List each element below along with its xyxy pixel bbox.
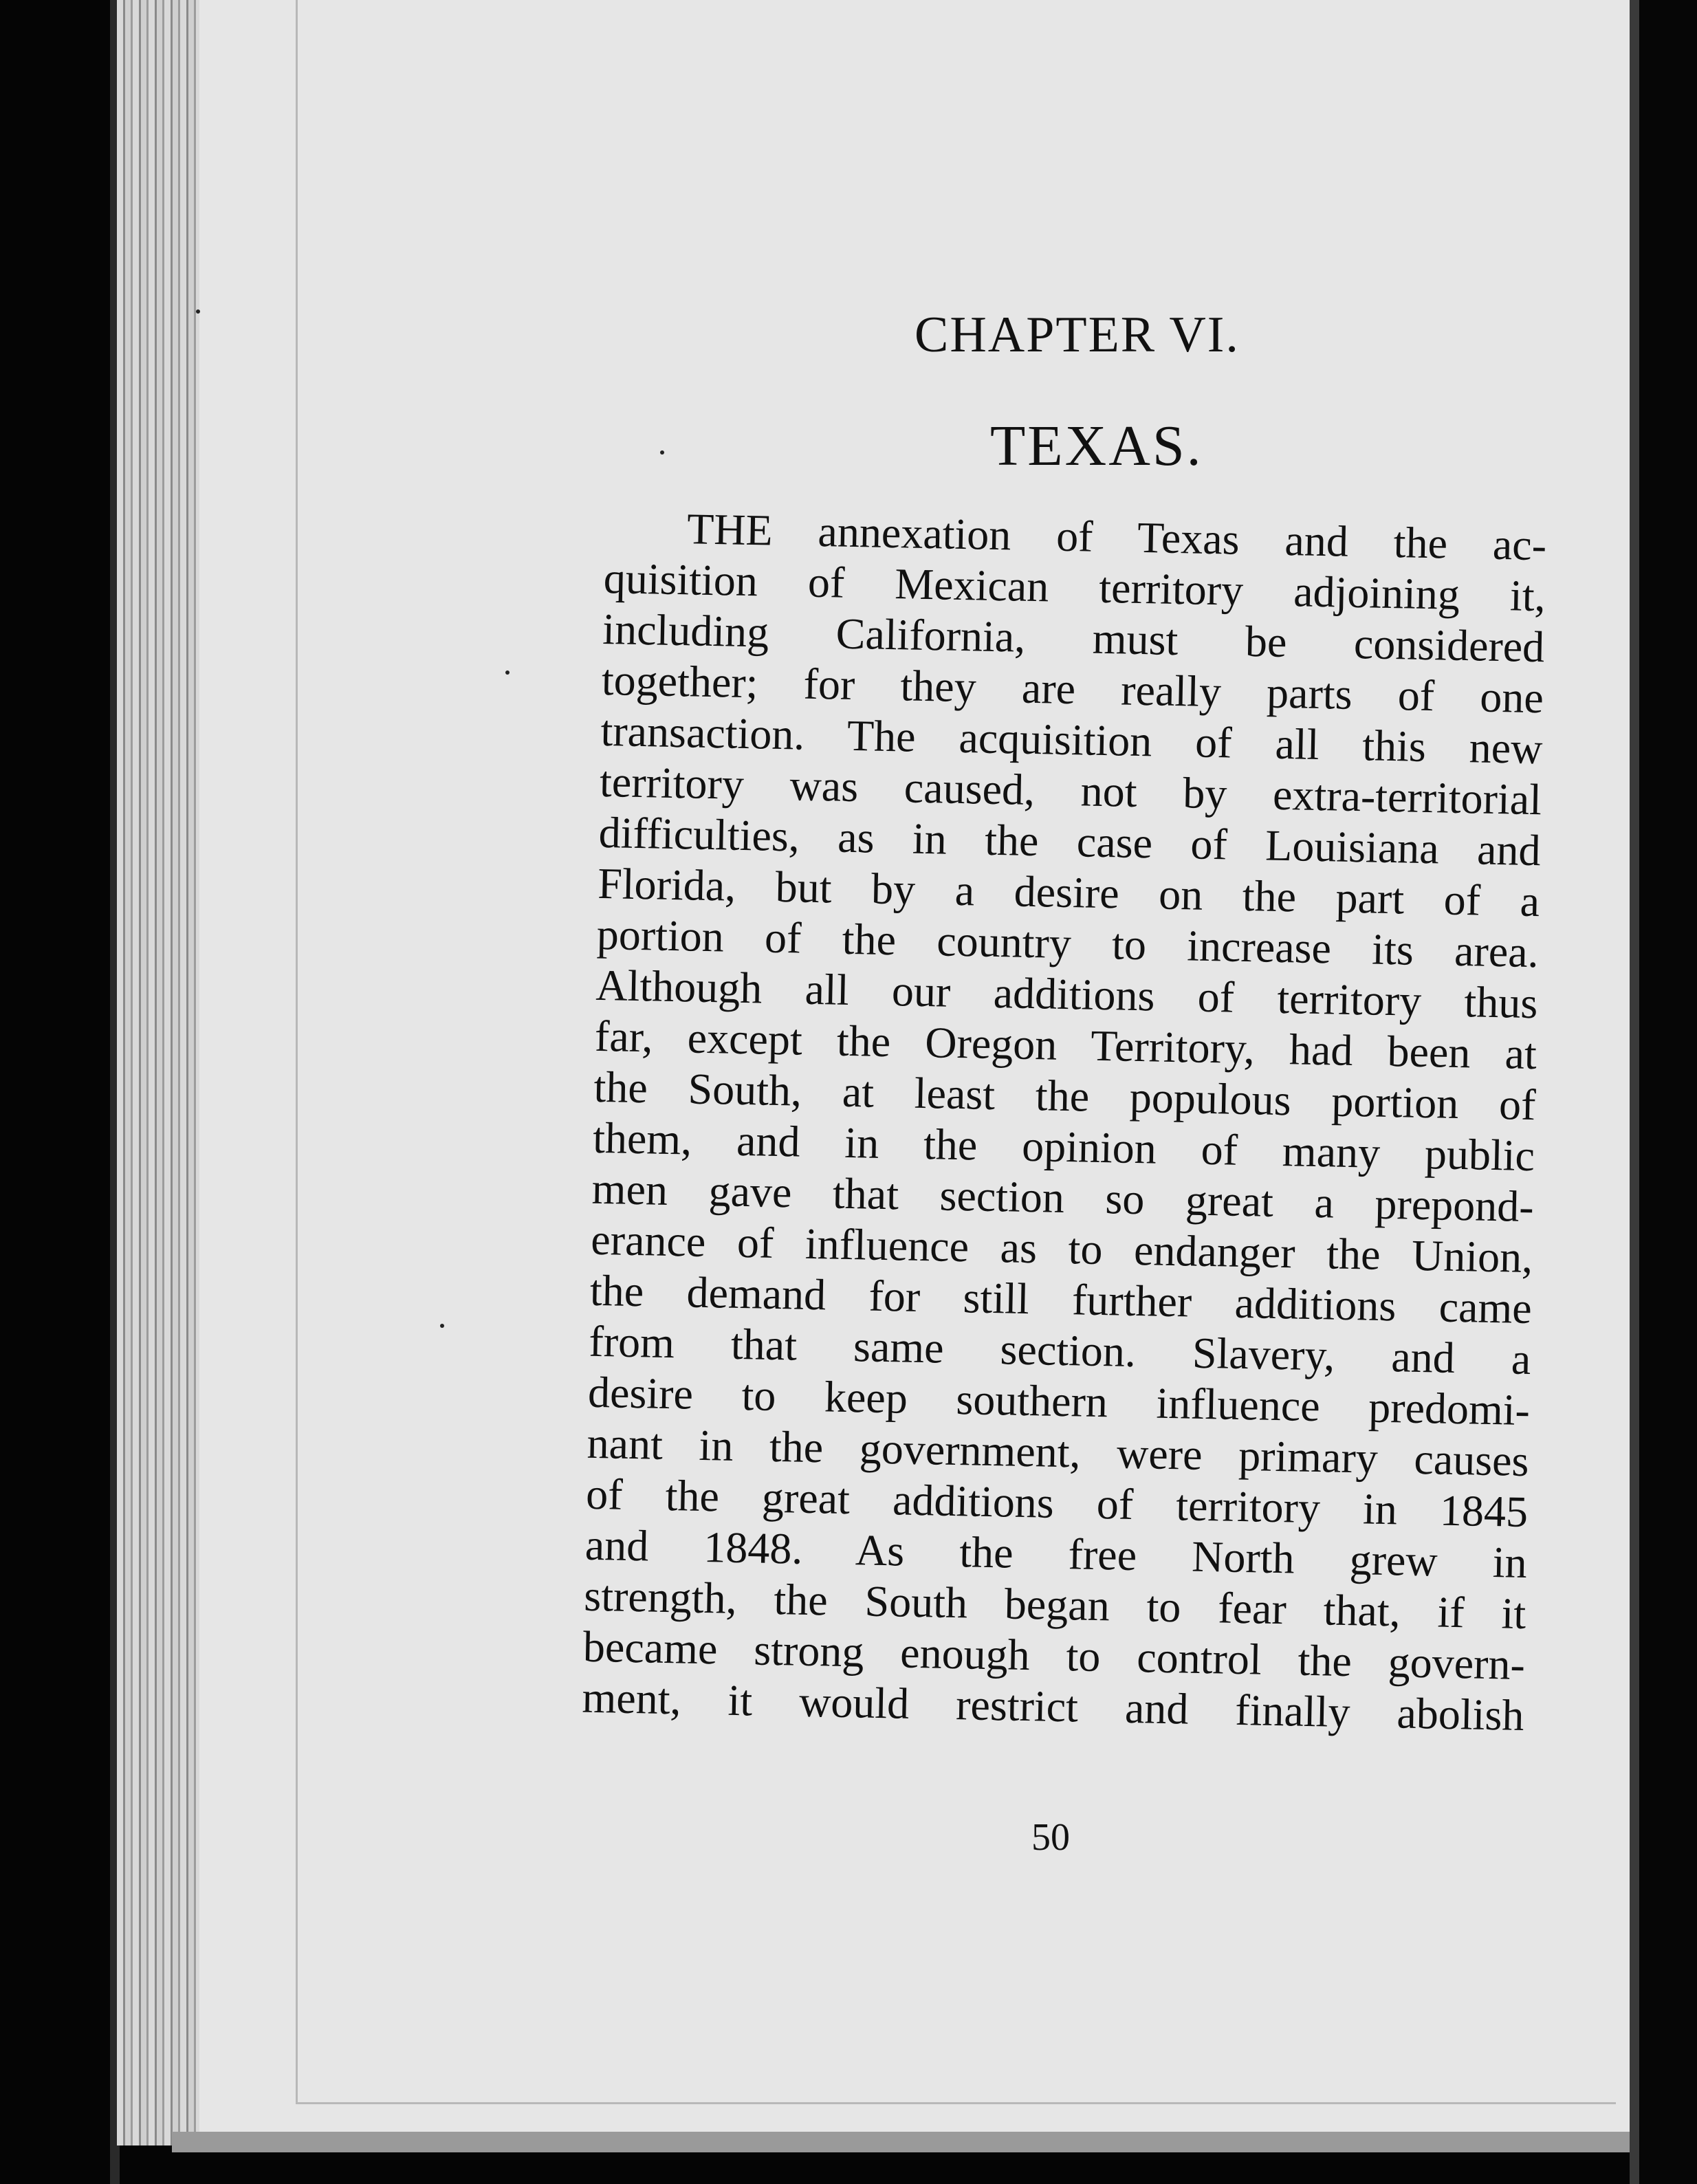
text-line: from that same section. Slavery, and a [588,1316,1531,1384]
text-line: THE annexation of Texas and the ac- [686,504,1547,570]
chapter-heading: CHAPTER VI. [915,307,1240,363]
text-line: far, except the Oregon Territory, had been at [594,1011,1537,1079]
text-line: including California, must be considered [602,604,1545,672]
paper-speck [660,450,664,455]
text-line: quisition of Mexican territory adjoining it, [603,553,1546,621]
text-line: and 1848. As the free North grew in [584,1520,1528,1588]
text-line: Florida, but by a desire on the part of a [597,858,1540,926]
text-line: difficulties, as in the case of Louisiana and [598,807,1542,875]
page-number: 50 [1031,1816,1070,1859]
text-line: strength, the South began to fear that, if it [583,1571,1526,1639]
body-paragraph [582,502,1547,1741]
paper-speck [440,1324,444,1328]
text-line: territory was caused, not by extra-territorial [599,756,1542,825]
text-line: erance of influence as to endanger the Union, [590,1214,1533,1282]
text-line: them, and in the opinion of many public [592,1113,1535,1181]
chapter-title: TEXAS. [990,414,1203,478]
text-line: became strong enough to control the govern- [582,1621,1526,1689]
text-line: Although all our additions of territory thus [595,960,1538,1028]
text-line: portion of the country to increase its area. [596,909,1540,977]
text-line: desire to keep southern influence predomi- [587,1367,1531,1435]
text-line: the South, at least the populous portion of [593,1062,1537,1130]
text-line: the demand for still further additions came [589,1265,1533,1333]
text-line: men gave that section so great a prepond- [591,1164,1535,1232]
scan-background [1639,0,1697,2184]
text-line: ment, it would restrict and finally abolish [581,1672,1525,1740]
text-line: together; for they are really parts of one [601,655,1544,723]
paper-speck [196,309,200,314]
text-line: nant in the government, were primary causes [587,1418,1530,1486]
page-bottom-edge [172,2132,1657,2152]
text-line: of the great additions of territory in 1845 [585,1469,1529,1537]
paper-speck [505,670,510,675]
page-right-edge [1630,0,1639,2184]
text-line: transaction. The acquisition of all this new [600,706,1544,774]
page-edge-stack [117,0,206,2145]
